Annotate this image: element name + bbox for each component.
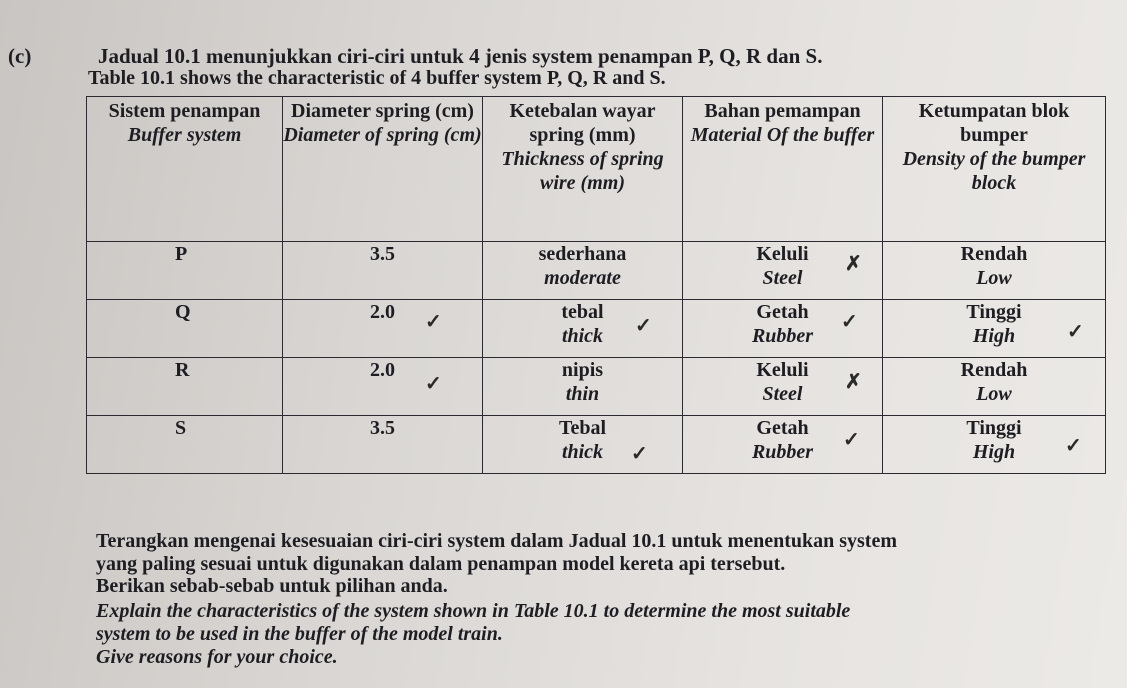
header-thickness: Ketebalan wayar spring (mm) Thickness of spring wire (mm) (483, 97, 683, 242)
cell-diameter: 3.5 (283, 242, 483, 300)
tick-mark-icon: ✓ (1067, 321, 1084, 343)
tick-mark-icon: ✓ (425, 311, 442, 333)
cell-density: Tinggi High ✓ (883, 300, 1106, 358)
cell-thickness: Tebal thick ✓ (483, 416, 683, 474)
cell-diameter: 2.0 ✓ (283, 300, 483, 358)
cell-system: S (87, 416, 283, 474)
cell-material: Keluli Steel ✗ (683, 242, 883, 300)
table-row (87, 358, 1106, 416)
header-density: Ketumpatan blok bumper Density of the bumper block (883, 97, 1106, 242)
cell-material: Getah Rubber ✓ (683, 300, 883, 358)
cross-mark-icon: ✗ (845, 253, 862, 275)
cross-mark-icon: ✗ (845, 371, 862, 393)
table-row (87, 416, 1106, 474)
cell-material: Keluli Steel ✗ (683, 358, 883, 416)
cell-system: P (87, 242, 283, 300)
tick-mark-icon: ✓ (635, 315, 652, 337)
buffer-system-table (86, 96, 1106, 474)
cell-thickness: sederhana moderate (483, 242, 683, 300)
task-line-ms-3: Berikan sebab-sebab untuk pilihan anda. (96, 575, 448, 597)
question-label: (c) (8, 44, 32, 68)
table-row (87, 242, 1106, 300)
cell-density: Tinggi High ✓ (883, 416, 1106, 474)
cell-diameter: 3.5 (283, 416, 483, 474)
cell-diameter: 2.0 ✓ (283, 358, 483, 416)
table-header-row (87, 97, 1106, 242)
question-intro-en: Table 10.1 shows the characteristic of 4 buffer system P, Q, R and S. (88, 67, 666, 89)
cell-thickness: nipis thin (483, 358, 683, 416)
cell-system: Q (87, 300, 283, 358)
cell-system: R (87, 358, 283, 416)
cell-thickness: tebal thick ✓ (483, 300, 683, 358)
header-system: Sistem penampan Buffer system (87, 97, 283, 242)
cell-material: Getah Rubber ✓ (683, 416, 883, 474)
tick-mark-icon: ✓ (843, 429, 860, 451)
task-line-en-3: Give reasons for your choice. (96, 646, 338, 668)
table-row (87, 300, 1106, 358)
tick-mark-icon: ✓ (425, 373, 442, 395)
task-line-en-1: Explain the characteristics of the system shown in Table 10.1 to determine the most suitable (96, 600, 851, 622)
task-line-ms-2: yang paling sesuai untuk digunakan dalam penampan model kereta api tersebut. (96, 553, 786, 575)
header-material: Bahan pemampan Material Of the buffer (683, 97, 883, 242)
cell-density: Rendah Low (883, 242, 1106, 300)
tick-mark-icon: ✓ (631, 443, 648, 465)
tick-mark-icon: ✓ (1065, 435, 1082, 457)
task-line-ms-1: Terangkan mengenai kesesuaian ciri-ciri system dalam Jadual 10.1 untuk menentukan system (96, 530, 897, 552)
question-intro-ms: Jadual 10.1 menunjukkan ciri-ciri untuk 4 jenis system penampan P, Q, R dan S. (98, 44, 823, 68)
header-diameter: Diameter spring (cm) Diameter of spring (cm) (283, 97, 483, 242)
tick-mark-icon: ✓ (841, 311, 858, 333)
cell-density: Rendah Low (883, 358, 1106, 416)
task-line-en-2: system to be used in the buffer of the model train. (96, 623, 503, 645)
